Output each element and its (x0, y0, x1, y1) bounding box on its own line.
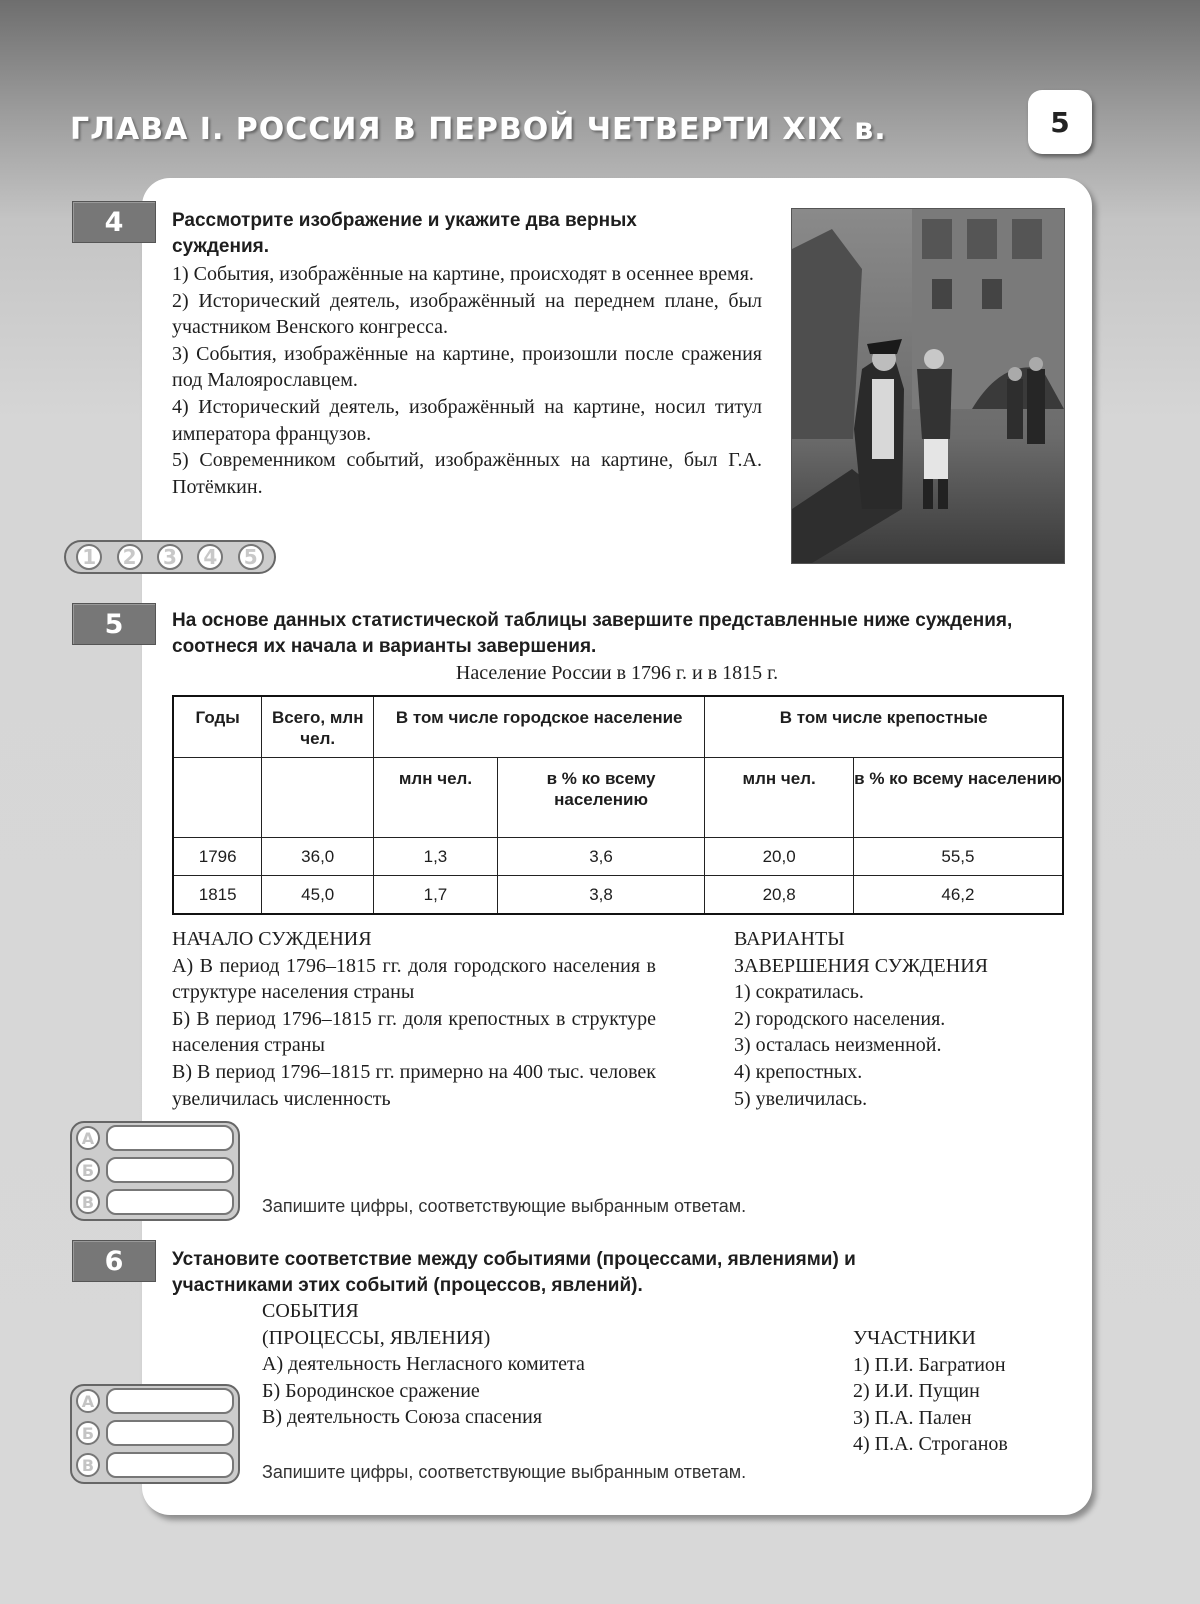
table-header-urban-mln: млн чел. (374, 758, 498, 838)
table-cell: 3,8 (497, 876, 705, 915)
endings-title: ВАРИАНТЫ (734, 928, 845, 950)
answer-field[interactable] (106, 1388, 234, 1414)
participant-item: 1) П.И. Багратион (853, 1353, 1006, 1376)
table-cell: 1,3 (374, 838, 498, 876)
task4-answer-circles (64, 540, 276, 574)
ending-item: 5) увеличилась. (734, 1087, 868, 1110)
answer-letter: Б (76, 1158, 100, 1182)
answer-letter: Б (76, 1421, 100, 1445)
page-number: 5 (1028, 90, 1092, 154)
answer-field[interactable] (106, 1189, 234, 1215)
table-caption: Население России в 1796 г. и в 1815 г. (455, 662, 779, 684)
answer-circle[interactable]: 2 (117, 544, 143, 570)
table-header-urban: В том числе городское население (374, 696, 705, 758)
table-header-total: Всего, млн чел. (262, 696, 374, 758)
table-header-serfs-mln: млн чел. (705, 758, 854, 838)
painting-napoleon-image (791, 208, 1065, 564)
table-header-empty (173, 758, 262, 838)
table-row (173, 876, 1063, 915)
chapter-title: ГЛАВА I. РОССИЯ В ПЕРВОЙ ЧЕТВЕРТИ XIX в. (70, 112, 887, 147)
events-title: СОБЫТИЯ (262, 1300, 359, 1322)
ending-item: 3) осталась неизменной. (734, 1034, 942, 1057)
answer-field[interactable] (106, 1420, 234, 1446)
table-header-serfs: В том числе крепостные (705, 696, 1063, 758)
task5-prompt: На основе данных статистической таблицы завершите представленные ниже суждения, соотнеся их начала и варианты завершения. (172, 610, 1013, 657)
starts-title: НАЧАЛО СУЖДЕНИЯ (172, 928, 372, 950)
task6-prompt: Установите соответствие между событиями (процессами, явлениями) и участниками этих событий (процессов, явлений). (172, 1249, 856, 1296)
participant-item: 3) П.А. Пален (853, 1406, 972, 1429)
task5-hint: Запишите цифры, соответствующие выбранным ответам. (262, 1196, 747, 1216)
table-cell: 55,5 (853, 838, 1063, 876)
start-item: В) В период 1796–1815 гг. примерно на 400 тыс. человек увеличилась численность (172, 1060, 656, 1110)
answer-letter: А (76, 1389, 100, 1413)
population-table (172, 695, 1064, 915)
task6-hint: Запишите цифры, соответствующие выбранным ответам. (262, 1462, 747, 1482)
task-number-4: 4 (72, 201, 156, 243)
answer-row (76, 1125, 236, 1153)
task-number-6: 6 (72, 1240, 156, 1282)
task4-option: 5) Современником событий, изображённых на картине, был Г.А. Потёмкин. (172, 449, 762, 498)
table-header-serfs-pct: в % ко всему населению (853, 758, 1063, 838)
ending-item: 1) сократилась. (734, 981, 864, 1004)
answer-letter: В (76, 1190, 100, 1214)
task4-option: 3) События, изображённые на картине, произошли после сражения под Малоярославцем. (172, 342, 762, 392)
table-cell: 36,0 (262, 838, 374, 876)
table-cell: 3,6 (497, 838, 705, 876)
table-cell: 20,8 (705, 876, 854, 915)
table-header-years: Годы (173, 696, 262, 758)
event-item: В) деятельность Союза спасения (262, 1406, 543, 1429)
table-cell: 1815 (173, 876, 262, 915)
answer-letter: А (76, 1126, 100, 1150)
endings-title: ЗАВЕРШЕНИЯ СУЖДЕНИЯ (734, 954, 989, 977)
table-cell: 1,7 (374, 876, 498, 915)
table-cell: 45,0 (262, 876, 374, 915)
answer-letter: В (76, 1453, 100, 1477)
answer-circle[interactable]: 5 (238, 544, 264, 570)
task4-options (172, 261, 762, 500)
answer-circle[interactable]: 1 (76, 544, 102, 570)
table-header-empty (262, 758, 374, 838)
participant-item: 2) И.И. Пущин (853, 1380, 980, 1403)
task-number-5: 5 (72, 603, 156, 645)
answer-row (76, 1452, 236, 1480)
task4-option: 1) События, изображённые на картине, происходят в осеннее время. (172, 263, 754, 285)
answer-row (76, 1420, 236, 1448)
answer-row (76, 1157, 236, 1185)
events-title: (ПРОЦЕССЫ, ЯВЛЕНИЯ) (262, 1326, 491, 1349)
task4-option: 2) Исторический деятель, изображённый на переднем плане, был участником Венского конгресса. (172, 289, 762, 339)
task5-endings (734, 926, 1074, 1112)
task4-option: 4) Исторический деятель, изображённый на картине, носил титул императора французов. (172, 395, 762, 445)
table-row (173, 838, 1063, 876)
answer-field[interactable] (106, 1125, 234, 1151)
participants-title: УЧАСТНИКИ (853, 1327, 976, 1349)
answer-circle[interactable]: 4 (197, 544, 223, 570)
table-cell: 46,2 (853, 876, 1063, 915)
answer-circle[interactable]: 3 (157, 544, 183, 570)
task4-prompt: Рассмотрите изображение и укажите два верных суждения. (172, 210, 637, 257)
start-item: Б) В период 1796–1815 гг. доля крепостных в структуре населения страны (172, 1007, 656, 1057)
table-header-urban-pct: в % ко всему населению (497, 758, 705, 838)
task6-events (262, 1298, 782, 1431)
answer-field[interactable] (106, 1452, 234, 1478)
ending-item: 4) крепостных. (734, 1060, 863, 1083)
task6-participants (853, 1325, 1083, 1458)
ending-item: 2) городского населения. (734, 1007, 946, 1030)
task5-answer-box (70, 1121, 240, 1221)
table-cell: 20,0 (705, 838, 854, 876)
table-cell: 1796 (173, 838, 262, 876)
answer-field[interactable] (106, 1157, 234, 1183)
task6-answer-box (70, 1384, 240, 1484)
event-item: А) деятельность Негласного комитета (262, 1353, 585, 1376)
event-item: Б) Бородинское сражение (262, 1379, 480, 1402)
task5-starts (172, 926, 656, 1112)
answer-row (76, 1189, 236, 1217)
start-item: А) В период 1796–1815 гг. доля городского населения в структуре населения страны (172, 954, 656, 1004)
answer-row (76, 1388, 236, 1416)
participant-item: 4) П.А. Строганов (853, 1433, 1008, 1456)
